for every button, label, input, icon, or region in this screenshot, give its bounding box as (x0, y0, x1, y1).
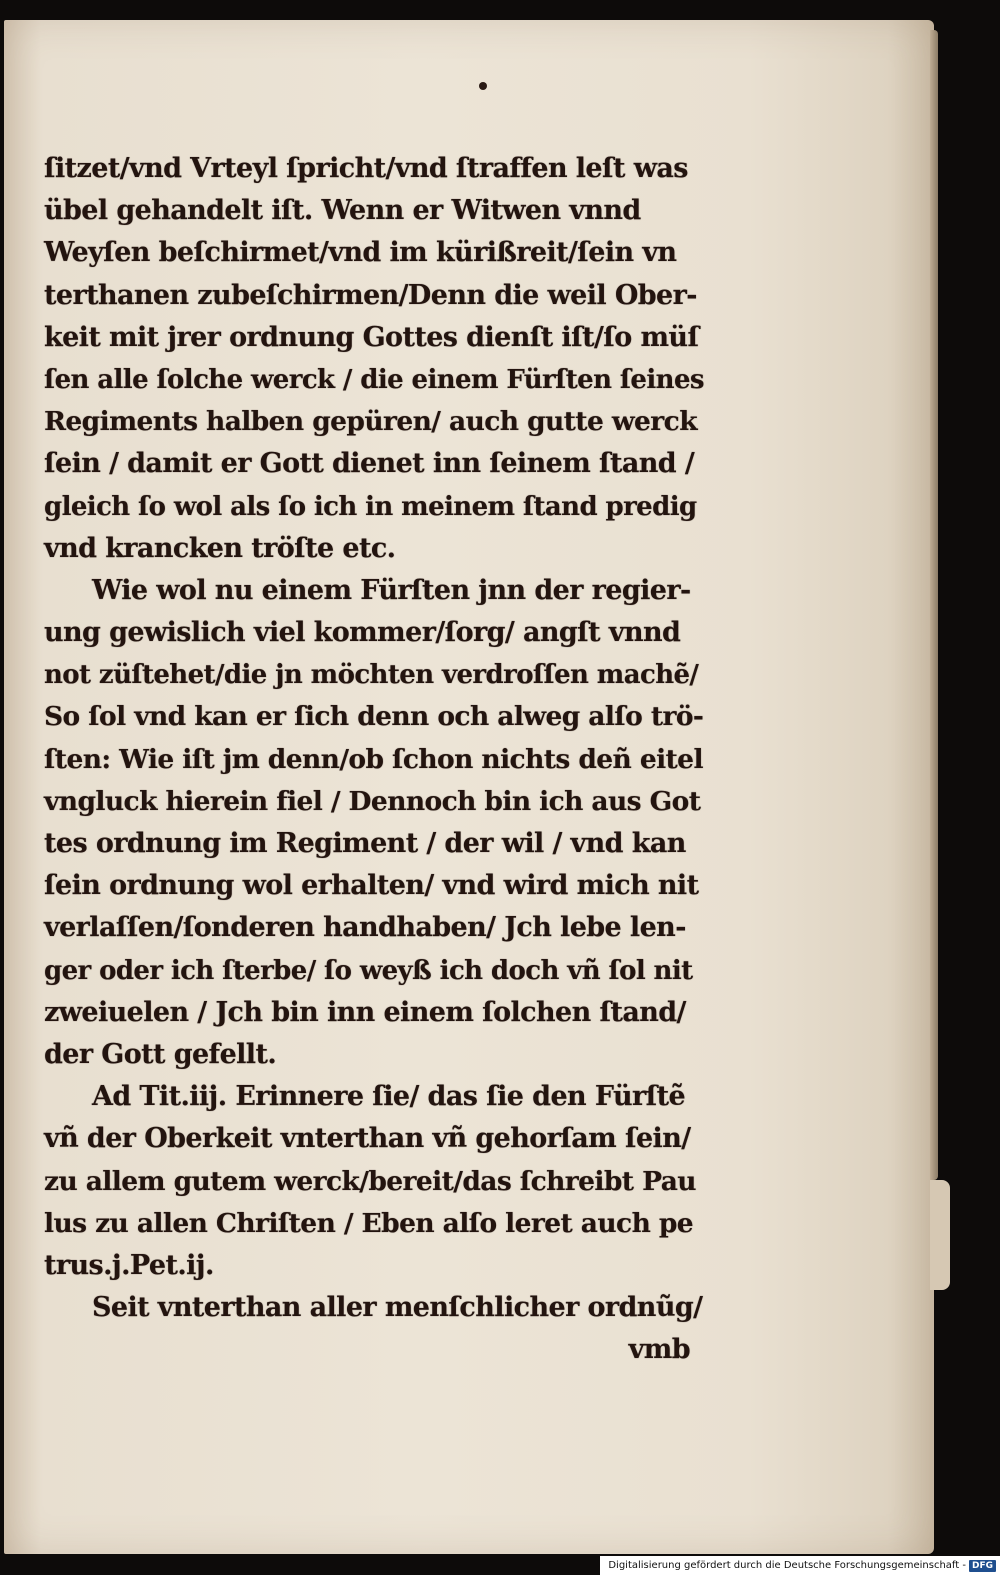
text-line: terthanen zubeſchirmen/Denn die weil Ober- (44, 279, 697, 311)
footer-credit-text: Digitalisierung gefördert durch die Deutsche Forschungsgemeinschaft - (608, 1560, 966, 1571)
text-line: ſten: Wie iſt jm denn/ob ſchon nichts deñ eitel (44, 743, 703, 775)
text-line: ger oder ich ſterbe/ ſo weyß ich doch vñ ſol nit (44, 955, 693, 986)
digitization-footer (600, 1556, 1000, 1575)
text-line: So ſol vnd kan er ſich denn och alweg alſo trö- (44, 701, 704, 733)
text-line: vnd krancken tröſte etc. (44, 532, 396, 564)
text-line: vngluck hierein fiel / Dennoch bin ich aus Got (44, 785, 701, 817)
page-edge (930, 30, 938, 1180)
catchword: vmb (628, 1334, 690, 1366)
text-line: gleich ſo wol als ſo ich in meinem ſtand predig (44, 491, 697, 522)
text-line: tes ordnung im Regiment / der wil / vnd kan (44, 828, 686, 859)
text-line: vñ der Oberkeit vnterthan vñ gehorſam ſein/ (44, 1123, 691, 1155)
text-line: ſein ordnung wol erhalten/ vnd wird mich nit (44, 870, 699, 902)
text-line: lus zu allen Chriſten / Eben alſo leret auch pe (44, 1207, 694, 1239)
paragraph-start-line: Wie wol nu einem Fürſten jnn der regier- (92, 574, 691, 606)
text-line: verlaſſen/ſonderen handhaben/ Jch lebe len- (44, 912, 686, 944)
paragraph-start-line: Seit vnterthan aller menſchlicher ordnũg/ (92, 1292, 703, 1324)
text-line: ſitzet/vnd Vrteyl ſpricht/vnd ſtraffen leſt was (44, 153, 688, 184)
page-text-block (44, 148, 704, 1371)
book-page (4, 20, 934, 1554)
text-line: ung gewislich viel kommer/ſorg/ angſt vnnd (44, 617, 681, 649)
dfg-logo-badge: DFG (969, 1560, 996, 1572)
ink-spot (479, 82, 487, 90)
text-line: zu allem gutem werck/bereit/das ſchreibt Pau (44, 1165, 696, 1197)
text-line: trus.j.Pet.ij. (44, 1249, 214, 1281)
paragraph-start-line: Ad Tit.iij. Erinnere ſie/ das ſie den Fürſtẽ (92, 1081, 686, 1113)
text-line: zweiuelen / Jch bin inn einem ſolchen ſtand/ (44, 996, 686, 1028)
text-line: ſein / damit er Gott dienet inn ſeinem ſtand / (44, 448, 695, 480)
text-line: der Gott gefellt. (44, 1038, 277, 1070)
text-line: keit mit jrer ordnung Gottes dienſt iſt/ſo müſ (44, 321, 699, 353)
text-line: not züſtehet/die jn möchten verdroſſen machẽ/ (44, 660, 699, 691)
text-line: Regiments halben gepüren/ auch gutte werck (44, 406, 697, 438)
page-tab (930, 1180, 950, 1290)
text-line: ſen alle ſolche werck / die einem Fürſten ſeines (44, 364, 704, 395)
text-line: übel gehandelt iſt. Wenn er Witwen vnnd (44, 195, 641, 227)
text-line: Weyſen beſchirmet/vnd im kürißreit/ſein vn (44, 237, 677, 269)
